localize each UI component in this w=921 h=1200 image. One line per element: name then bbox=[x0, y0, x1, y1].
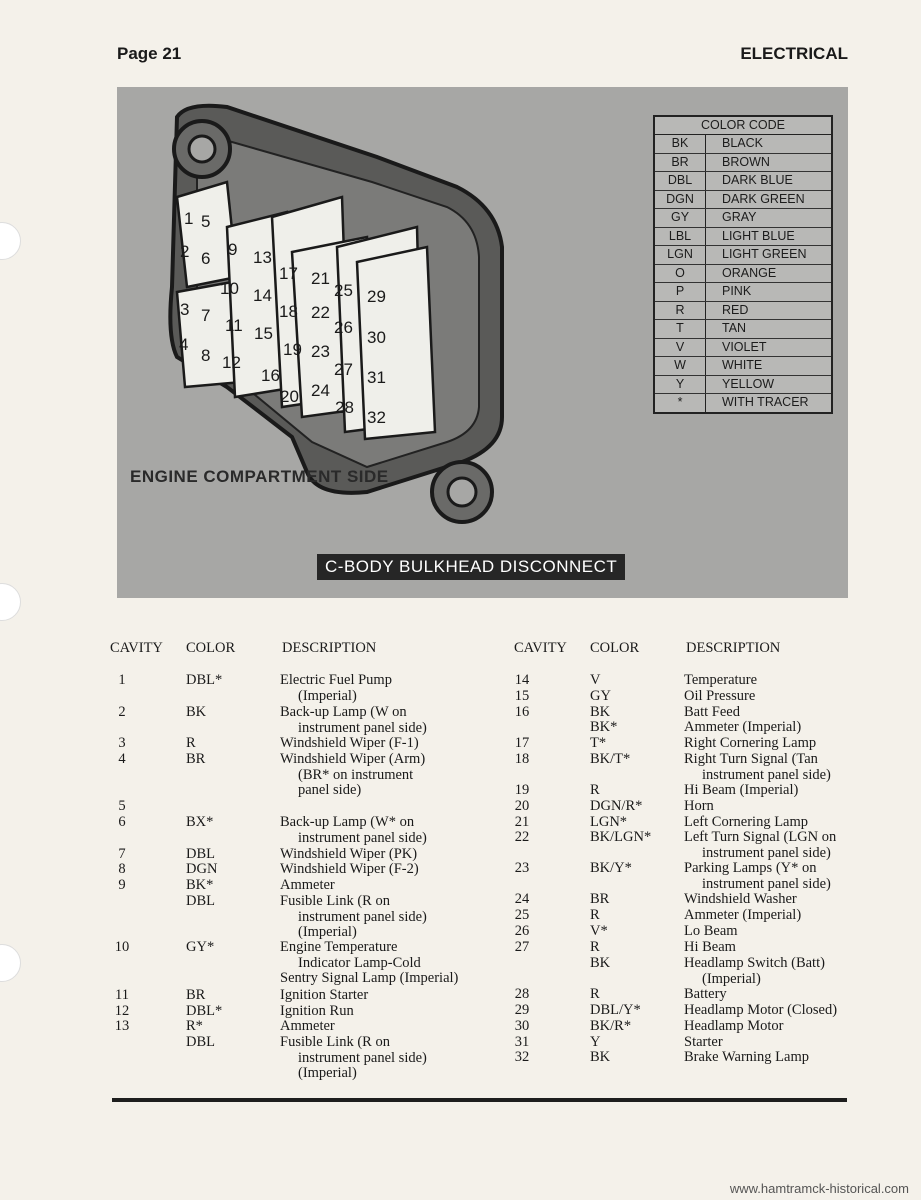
description-line: Windshield Wiper (F-1) bbox=[280, 735, 419, 751]
description-line: Windshield Wiper (Arm) bbox=[280, 751, 426, 767]
description-line: Ignition Run bbox=[280, 1003, 354, 1019]
circuit-description bbox=[684, 1050, 809, 1066]
description-line: Batt Feed bbox=[684, 704, 740, 720]
color-code-row bbox=[655, 320, 831, 339]
circuit-description bbox=[280, 862, 419, 878]
color-code-row bbox=[655, 302, 831, 321]
description-line: Left Cornering Lamp bbox=[684, 814, 809, 830]
wire-color: R bbox=[590, 939, 600, 955]
description-line: Back-up Lamp (W* on bbox=[280, 814, 415, 830]
color-code-row bbox=[655, 172, 831, 191]
description-line: instrument panel side) bbox=[298, 719, 427, 736]
cavity-24: 24 bbox=[311, 381, 330, 400]
description-line: Right Cornering Lamp bbox=[684, 735, 817, 751]
description-line: Starter bbox=[684, 1034, 723, 1050]
description-line: Fusible Link (R on bbox=[280, 893, 390, 909]
wire-color: BR bbox=[186, 751, 206, 767]
cavity-number: 7 bbox=[118, 846, 126, 862]
color-code-name: BROWN bbox=[722, 154, 770, 169]
description-line: Windshield Wiper (PK) bbox=[280, 846, 418, 862]
description-line: (BR* on instrument bbox=[298, 766, 414, 783]
cavity-number: 9 bbox=[118, 877, 126, 893]
color-code-rows bbox=[655, 135, 831, 412]
cavity-2: 2 bbox=[180, 242, 190, 261]
color-code-row bbox=[655, 376, 831, 395]
wire-color: BK* bbox=[186, 877, 214, 893]
circuit-description bbox=[684, 861, 831, 892]
right-header-color: COLOR bbox=[590, 640, 640, 656]
cavity-number: 23 bbox=[514, 860, 530, 876]
bulkhead-figure bbox=[117, 87, 848, 598]
color-code-abbrev: W bbox=[655, 357, 706, 375]
cavity-number: 3 bbox=[118, 735, 126, 751]
cavity-31: 31 bbox=[367, 368, 386, 387]
cavity-27: 27 bbox=[334, 360, 353, 379]
cavity-number: 14 bbox=[514, 672, 530, 688]
circuit-description bbox=[684, 830, 836, 861]
wire-color: BK bbox=[590, 704, 611, 720]
cavity-9: 9 bbox=[228, 240, 238, 259]
description-line: instrument panel side) bbox=[298, 908, 427, 925]
cavity-25: 25 bbox=[334, 281, 353, 300]
cavity-number: 1 bbox=[118, 672, 126, 688]
wire-color: DBL bbox=[186, 1034, 215, 1050]
wire-color: GY* bbox=[186, 939, 215, 955]
left-header-color: COLOR bbox=[186, 640, 236, 656]
circuit-description bbox=[684, 673, 757, 689]
cavity-number: 10 bbox=[114, 939, 130, 955]
wire-color: T* bbox=[590, 735, 607, 751]
wire-color: V bbox=[590, 672, 601, 688]
circuit-description bbox=[280, 752, 425, 799]
description-line: Ammeter (Imperial) bbox=[684, 907, 802, 923]
description-line: Windshield Washer bbox=[684, 891, 797, 907]
color-code-abbrev: Y bbox=[655, 376, 706, 394]
color-code-name: WITH TRACER bbox=[722, 395, 809, 409]
circuit-description bbox=[684, 736, 816, 752]
color-code-table bbox=[653, 115, 833, 414]
color-code-name: YELLOW bbox=[722, 376, 775, 391]
wire-color: BK bbox=[186, 704, 207, 720]
circuit-description bbox=[684, 799, 714, 815]
cavity-number: 21 bbox=[514, 814, 530, 830]
description-line: (Imperial) bbox=[298, 1065, 357, 1081]
circuit-description bbox=[280, 705, 427, 736]
description-line: Right Turn Signal (Tan bbox=[684, 751, 818, 767]
cavity-16: 16 bbox=[261, 366, 280, 385]
cavity-number: 11 bbox=[115, 987, 129, 1003]
cavity-number: 2 bbox=[118, 704, 126, 720]
wire-color: BK bbox=[590, 1049, 611, 1065]
cavity-14: 14 bbox=[253, 286, 272, 305]
description-line: Ammeter (Imperial) bbox=[684, 719, 802, 735]
wire-color: BK/LGN* bbox=[590, 829, 652, 845]
cavity-19: 19 bbox=[283, 340, 302, 359]
cavity-number: 15 bbox=[514, 688, 530, 704]
color-code-name: DARK BLUE bbox=[722, 173, 793, 187]
wire-color: DBL* bbox=[186, 672, 223, 688]
description-line: (Imperial) bbox=[702, 970, 761, 987]
wire-color: LGN* bbox=[590, 814, 628, 830]
cavity-number: 26 bbox=[514, 923, 530, 939]
description-line: Fusible Link (R on bbox=[280, 1034, 390, 1050]
circuit-description bbox=[684, 940, 736, 956]
wire-color: DGN bbox=[186, 861, 218, 877]
wire-color: R bbox=[590, 907, 600, 923]
cavity-number: 25 bbox=[514, 907, 530, 923]
wire-color: DBL* bbox=[186, 1003, 223, 1019]
color-code-row bbox=[655, 246, 831, 265]
description-line: Indicator Lamp-Cold bbox=[298, 954, 421, 971]
description-line: (Imperial) bbox=[298, 687, 357, 704]
color-code-name: VIOLET bbox=[722, 339, 767, 354]
color-code-abbrev: GY bbox=[655, 209, 706, 227]
description-line: (Imperial) bbox=[298, 924, 357, 940]
circuit-description bbox=[280, 1019, 335, 1035]
color-code-name: GRAY bbox=[722, 210, 757, 224]
circuit-description bbox=[684, 689, 755, 705]
circuit-description bbox=[280, 878, 335, 894]
description-line: panel side) bbox=[298, 782, 362, 798]
color-code-abbrev: P bbox=[655, 283, 706, 301]
cavity-32: 32 bbox=[367, 408, 386, 427]
color-code-name: PINK bbox=[722, 284, 752, 298]
cavity-number: 16 bbox=[514, 704, 530, 720]
color-code-name: BLACK bbox=[722, 136, 763, 150]
cavity-number: 5 bbox=[118, 798, 126, 814]
description-line: instrument panel side) bbox=[702, 766, 831, 783]
binder-hole-top bbox=[0, 222, 21, 260]
description-line: Headlamp Motor bbox=[684, 1018, 784, 1034]
cavity-15: 15 bbox=[254, 324, 273, 343]
color-code-row bbox=[655, 394, 831, 412]
description-line: Battery bbox=[684, 986, 727, 1002]
cavity-13: 13 bbox=[253, 248, 272, 267]
description-line: Sentry Signal Lamp (Imperial) bbox=[280, 970, 459, 986]
cavity-number: 12 bbox=[114, 1003, 130, 1019]
cavity-22: 22 bbox=[311, 303, 330, 322]
cavity-number: 29 bbox=[514, 1002, 530, 1018]
cavity-10: 10 bbox=[220, 279, 239, 298]
cavity-3: 3 bbox=[180, 300, 190, 319]
wire-color: DBL bbox=[186, 893, 215, 909]
cavity-28: 28 bbox=[335, 398, 354, 417]
description-line: instrument panel side) bbox=[702, 844, 831, 861]
description-line: Windshield Wiper (F-2) bbox=[280, 861, 419, 877]
wire-color: V* bbox=[590, 923, 608, 939]
circuit-description bbox=[684, 956, 825, 987]
right-header-description: DESCRIPTION bbox=[686, 640, 781, 656]
color-code-abbrev: * bbox=[655, 394, 706, 412]
cavity-18: 18 bbox=[279, 302, 298, 321]
color-code-name: ORANGE bbox=[722, 265, 777, 280]
right-header-cavity: CAVITY bbox=[514, 640, 567, 656]
color-code-row bbox=[655, 209, 831, 228]
binder-hole-bottom bbox=[0, 944, 21, 982]
color-code-row bbox=[655, 135, 831, 154]
watermark-url: www.hamtramck-historical.com bbox=[729, 1181, 909, 1196]
circuit-description bbox=[684, 720, 801, 736]
color-code-row bbox=[655, 154, 831, 173]
cavity-8: 8 bbox=[201, 346, 211, 365]
color-code-name: LIGHT GREEN bbox=[722, 247, 807, 261]
cavity-number: 32 bbox=[514, 1049, 530, 1065]
cavity-number: 4 bbox=[118, 751, 126, 767]
color-code-row bbox=[655, 191, 831, 210]
circuit-description bbox=[280, 940, 458, 987]
description-line: Hi Beam bbox=[684, 939, 736, 955]
cavity-number: 17 bbox=[514, 735, 530, 751]
circuit-description bbox=[280, 673, 392, 704]
wire-color: R bbox=[590, 782, 600, 798]
color-code-name: DARK GREEN bbox=[722, 191, 805, 206]
cavity-number: 20 bbox=[514, 798, 530, 814]
wire-color: BR bbox=[590, 891, 610, 907]
circuit-description bbox=[684, 924, 738, 940]
wire-color: R* bbox=[186, 1018, 203, 1034]
color-code-abbrev: DGN bbox=[655, 191, 706, 209]
color-code-row bbox=[655, 339, 831, 358]
cavity-6: 6 bbox=[201, 249, 211, 268]
circuit-description bbox=[280, 1035, 427, 1082]
bottom-rule bbox=[112, 1098, 847, 1102]
circuit-description bbox=[684, 752, 831, 783]
description-line: Electric Fuel Pump bbox=[280, 672, 392, 688]
figure-title: C-BODY BULKHEAD DISCONNECT bbox=[317, 554, 625, 580]
description-line: Left Turn Signal (LGN on bbox=[684, 829, 837, 845]
description-line: Brake Warning Lamp bbox=[684, 1049, 809, 1065]
color-code-name: LIGHT BLUE bbox=[722, 228, 795, 243]
circuit-description bbox=[684, 783, 798, 799]
wire-color: BK* bbox=[590, 719, 618, 735]
color-code-abbrev: V bbox=[655, 339, 706, 357]
cavity-number: 28 bbox=[514, 986, 530, 1002]
description-line: Hi Beam (Imperial) bbox=[684, 782, 799, 798]
color-code-name: RED bbox=[722, 302, 749, 317]
wire-color: R bbox=[186, 735, 196, 751]
cavity-29: 29 bbox=[367, 287, 386, 306]
circuit-description bbox=[280, 736, 419, 752]
cavity-17: 17 bbox=[279, 264, 298, 283]
wire-color: BK/R* bbox=[590, 1018, 632, 1034]
color-code-row bbox=[655, 265, 831, 284]
circuit-description bbox=[684, 908, 801, 924]
color-code-name: TAN bbox=[722, 321, 747, 335]
color-code-abbrev: LBL bbox=[655, 228, 706, 246]
cavity-26: 26 bbox=[334, 318, 353, 337]
circuit-description bbox=[280, 815, 427, 846]
wire-color: BK/T* bbox=[590, 751, 631, 767]
color-code-row bbox=[655, 228, 831, 247]
wire-color: BR bbox=[186, 987, 206, 1003]
wire-color: Y bbox=[590, 1034, 601, 1050]
cavity-number: 13 bbox=[114, 1018, 130, 1034]
color-code-abbrev: BR bbox=[655, 154, 706, 172]
description-line: Back-up Lamp (W on bbox=[280, 704, 407, 720]
cavity-1: 1 bbox=[184, 209, 194, 228]
description-line: Ignition Starter bbox=[280, 987, 369, 1003]
cavity-21: 21 bbox=[311, 269, 330, 288]
description-line: Headlamp Motor (Closed) bbox=[684, 1002, 838, 1018]
cavity-number: 24 bbox=[514, 891, 530, 907]
cavity-12: 12 bbox=[222, 353, 241, 372]
cavity-number: 27 bbox=[514, 939, 530, 955]
cavity-number: 31 bbox=[514, 1034, 530, 1050]
circuit-description bbox=[280, 988, 368, 1004]
wire-color: BK/Y* bbox=[590, 860, 632, 876]
color-code-abbrev: R bbox=[655, 302, 706, 320]
cavity-11: 11 bbox=[225, 316, 243, 335]
circuit-description bbox=[280, 894, 427, 941]
color-code-abbrev: BK bbox=[655, 135, 706, 153]
description-line: instrument panel side) bbox=[298, 1049, 427, 1066]
wire-color: DBL/Y* bbox=[590, 1002, 641, 1018]
circuit-description bbox=[684, 987, 727, 1003]
page-number: Page 21 bbox=[117, 44, 182, 63]
cavity-number: 8 bbox=[118, 861, 126, 877]
description-line: Ammeter bbox=[280, 1018, 335, 1034]
section-title: ELECTRICAL bbox=[740, 44, 848, 63]
wire-color: BK bbox=[590, 955, 611, 971]
binder-hole-middle bbox=[0, 583, 21, 621]
color-code-abbrev: O bbox=[655, 265, 706, 283]
cavity-4: 4 bbox=[179, 335, 189, 354]
description-line: Oil Pressure bbox=[684, 688, 756, 704]
description-line: Horn bbox=[684, 798, 714, 814]
wire-color: DBL bbox=[186, 846, 215, 862]
cavity-number: 19 bbox=[514, 782, 530, 798]
color-code-abbrev: LGN bbox=[655, 246, 706, 264]
cavity-number: 22 bbox=[514, 829, 530, 845]
cavity-number: 18 bbox=[514, 751, 530, 767]
color-code-row bbox=[655, 357, 831, 376]
cavity-number: 30 bbox=[514, 1018, 530, 1034]
description-line: Temperature bbox=[684, 672, 758, 688]
left-header-cavity: CAVITY bbox=[110, 640, 163, 656]
description-line: Lo Beam bbox=[684, 923, 738, 939]
wire-color: R bbox=[590, 986, 600, 1002]
description-line: Engine Temperature bbox=[280, 939, 398, 955]
wire-color: GY bbox=[590, 688, 611, 704]
circuit-description bbox=[684, 1003, 837, 1019]
color-code-title: COLOR CODE bbox=[655, 117, 831, 135]
cavity-20: 20 bbox=[280, 387, 299, 406]
description-line: Headlamp Switch (Batt) bbox=[684, 955, 825, 971]
wire-color: BX* bbox=[186, 814, 214, 830]
engine-compartment-label: ENGINE COMPARTMENT SIDE bbox=[130, 467, 389, 486]
wire-color: DGN/R* bbox=[590, 798, 643, 814]
left-header-description: DESCRIPTION bbox=[282, 640, 377, 656]
cavity-23: 23 bbox=[311, 342, 330, 361]
cavity-7: 7 bbox=[201, 306, 211, 325]
description-line: Parking Lamps (Y* on bbox=[684, 860, 817, 876]
description-line: instrument panel side) bbox=[702, 875, 831, 892]
color-code-abbrev: DBL bbox=[655, 172, 706, 190]
cavity-30: 30 bbox=[367, 328, 386, 347]
description-line: instrument panel side) bbox=[298, 829, 427, 846]
circuit-description bbox=[684, 1019, 783, 1035]
description-line: Ammeter bbox=[280, 877, 335, 893]
color-code-name: WHITE bbox=[722, 358, 763, 372]
color-code-row bbox=[655, 283, 831, 302]
cavity-number: 6 bbox=[118, 814, 126, 830]
color-code-abbrev: T bbox=[655, 320, 706, 338]
cavity-5: 5 bbox=[201, 212, 211, 231]
circuit-description bbox=[684, 892, 797, 908]
